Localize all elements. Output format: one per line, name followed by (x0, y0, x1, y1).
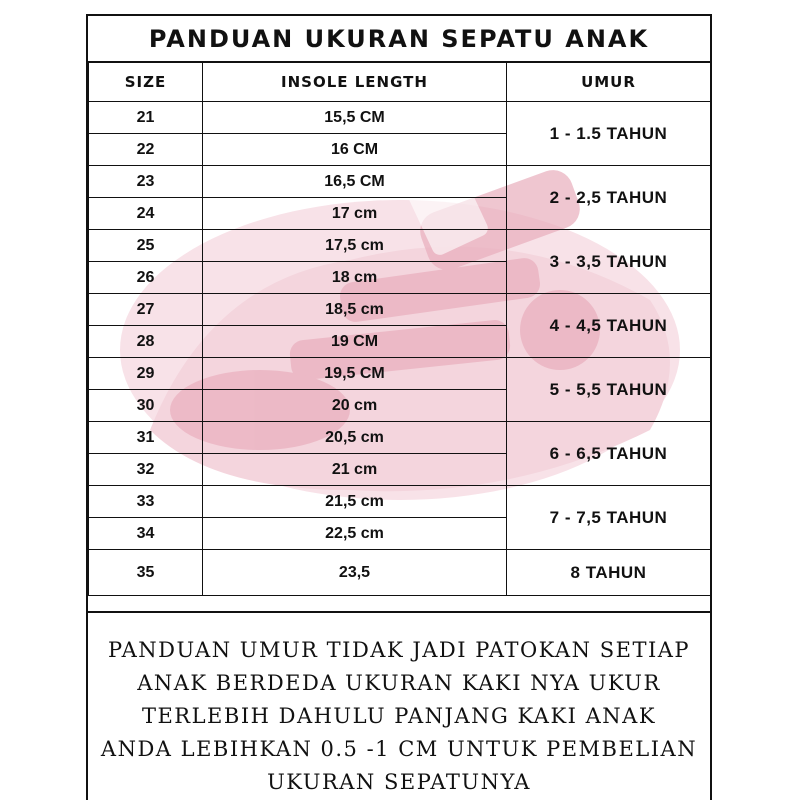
size-cell: 32 (89, 454, 203, 486)
age-cell: 2 - 2,5 TAHUN (507, 166, 711, 230)
insole-cell: 20 cm (203, 390, 507, 422)
insole-cell: 19 CM (203, 326, 507, 358)
note-line: UKURAN SEPATUNYA (267, 770, 531, 794)
size-cell: 21 (89, 102, 203, 134)
table-row (89, 102, 711, 134)
table-row (89, 358, 711, 390)
guide-note (88, 611, 710, 802)
table-row (89, 230, 711, 262)
note-line: TERLEBIH DAHULU PANJANG KAKI ANAK (141, 704, 657, 728)
age-cell: 8 TAHUN (507, 550, 711, 596)
size-column-header: SIZE (89, 62, 203, 102)
insole-cell: 18,5 cm (203, 294, 507, 326)
note-line: ANAK BERDEDA UKURAN KAKI NYA UKUR (137, 671, 661, 695)
guide-title: PANDUAN UKURAN SEPATU ANAK (148, 24, 650, 53)
size-cell: 31 (89, 422, 203, 454)
age-cell: 7 - 7,5 TAHUN (507, 486, 711, 550)
age-cell: 5 - 5,5 TAHUN (507, 358, 711, 422)
note-line: PANDUAN UMUR TIDAK JADI PATOKAN SETIAP (107, 638, 691, 662)
size-cell: 24 (89, 198, 203, 230)
age-column-header: UMUR (507, 62, 711, 102)
age-cell: 6 - 6,5 TAHUN (507, 422, 711, 486)
size-cell: 29 (89, 358, 203, 390)
table-row (89, 486, 711, 518)
note-line: ANDA LEBIHKAN 0.5 -1 CM UNTUK PEMBELIAN (100, 737, 698, 761)
insole-cell: 16 CM (203, 134, 507, 166)
size-cell: 25 (89, 230, 203, 262)
table-row (89, 294, 711, 326)
size-cell: 28 (89, 326, 203, 358)
size-cell: 26 (89, 262, 203, 294)
insole-cell: 19,5 CM (203, 358, 507, 390)
size-cell: 27 (89, 294, 203, 326)
insole-cell: 17 cm (203, 198, 507, 230)
table-row (89, 166, 711, 198)
size-cell: 30 (89, 390, 203, 422)
age-cell: 4 - 4,5 TAHUN (507, 294, 711, 358)
age-cell: 3 - 3,5 TAHUN (507, 230, 711, 294)
insole-cell: 17,5 cm (203, 230, 507, 262)
insole-cell: 21,5 cm (203, 486, 507, 518)
insole-cell: 22,5 cm (203, 518, 507, 550)
insole-cell: 16,5 CM (203, 166, 507, 198)
insole-cell: 23,5 (203, 550, 507, 596)
table-header-row (89, 62, 711, 102)
size-cell: 34 (89, 518, 203, 550)
size-table (88, 61, 711, 596)
size-cell: 22 (89, 134, 203, 166)
size-cell: 35 (89, 550, 203, 596)
insole-cell: 18 cm (203, 262, 507, 294)
size-cell: 23 (89, 166, 203, 198)
table-row (89, 550, 711, 596)
size-cell: 33 (89, 486, 203, 518)
insole-length-column-header: INSOLE LENGTH (203, 62, 507, 102)
age-cell: 1 - 1.5 TAHUN (507, 102, 711, 166)
insole-cell: 21 cm (203, 454, 507, 486)
insole-cell: 15,5 CM (203, 102, 507, 134)
size-guide-sheet (86, 14, 712, 800)
guide-note-text (101, 634, 697, 799)
table-row (89, 422, 711, 454)
insole-cell: 20,5 cm (203, 422, 507, 454)
